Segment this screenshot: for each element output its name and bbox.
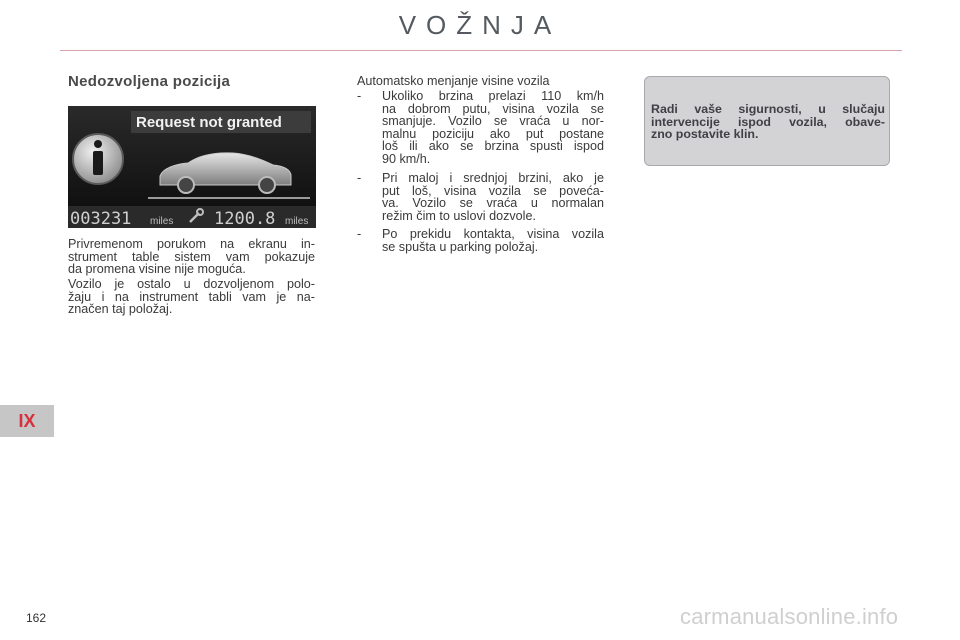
bullet-line: 90 km/h. — [382, 151, 431, 166]
bullet-line: se spušta u parking položaj. — [382, 239, 539, 254]
paragraph-line: da promena visine nije moguća. — [68, 262, 246, 276]
warning-line: Radi vaše sigurnosti, u slučaju — [651, 102, 885, 116]
paragraph-line: strument table sistem vam pokazuje — [68, 249, 315, 264]
bullet-line: smanjuje. Vozilo se vraća u nor- — [382, 114, 604, 128]
paragraph-line: Privremenom porukom na ekranu in- — [68, 237, 315, 251]
bullet-line: Pri maloj i srednjoj brzini, ako je — [382, 171, 604, 185]
warning-line: intervencije ispod vozila, obave- — [651, 114, 885, 129]
warning-text — [651, 103, 885, 141]
range-unit: miles — [285, 216, 309, 227]
chapter-tab: IX — [0, 405, 54, 437]
paragraph-2 — [68, 278, 315, 316]
bullet-item — [357, 172, 605, 224]
bullet-dash: - — [357, 171, 362, 185]
paragraph-line: žaju i na instrument tabli vam je na- — [68, 289, 315, 304]
warning-line: zno postavite klin. — [651, 127, 759, 141]
chapter-title: VOŽNJA — [398, 10, 562, 40]
page-number: 162 — [26, 611, 47, 625]
bullet-dash: - — [357, 227, 362, 241]
bullet-line: malnu poziciju ako put postane — [382, 126, 604, 141]
display-message: Request not granted — [136, 114, 282, 131]
paragraph-line: Vozilo je ostalo u dozvoljenom polo- — [68, 277, 315, 291]
title-divider — [60, 50, 902, 51]
odometer-value: 003231 — [70, 209, 132, 228]
paragraph-1 — [68, 238, 315, 276]
paragraph-line: značen taj položaj. — [68, 302, 173, 316]
section-heading: Nedozvoljena pozicija — [68, 73, 231, 90]
info-icon — [73, 134, 123, 184]
bullet-line: Po prekidu kontakta, visina vozila — [382, 227, 604, 241]
bullet-line: put loš, visina vozila se poveća- — [382, 183, 604, 198]
bullet-dash: - — [357, 89, 362, 103]
warning-box — [644, 76, 890, 166]
intro-text: Automatsko menjanje visine vozila — [357, 74, 550, 88]
instrument-display-image — [68, 106, 316, 228]
range-value: 1200.8 — [214, 209, 276, 228]
bullet-item — [357, 90, 605, 168]
bullet-line: na dobrom putu, visina vozila se — [382, 101, 604, 116]
instrument-display-svg — [68, 106, 316, 228]
bullet-line: Ukoliko brzina prelazi 110 km/h — [382, 89, 604, 103]
bullet-line: va. Vozilo se vraća u normalan — [382, 196, 604, 210]
odometer-unit: miles — [150, 216, 174, 227]
bullet-item — [357, 228, 605, 254]
bullet-line: loš ili ako se brzina spusti ispod — [382, 139, 604, 153]
bullet-line: režim čim to uslovi dozvole. — [382, 208, 536, 223]
watermark: carmanualsonline.info — [680, 604, 899, 629]
